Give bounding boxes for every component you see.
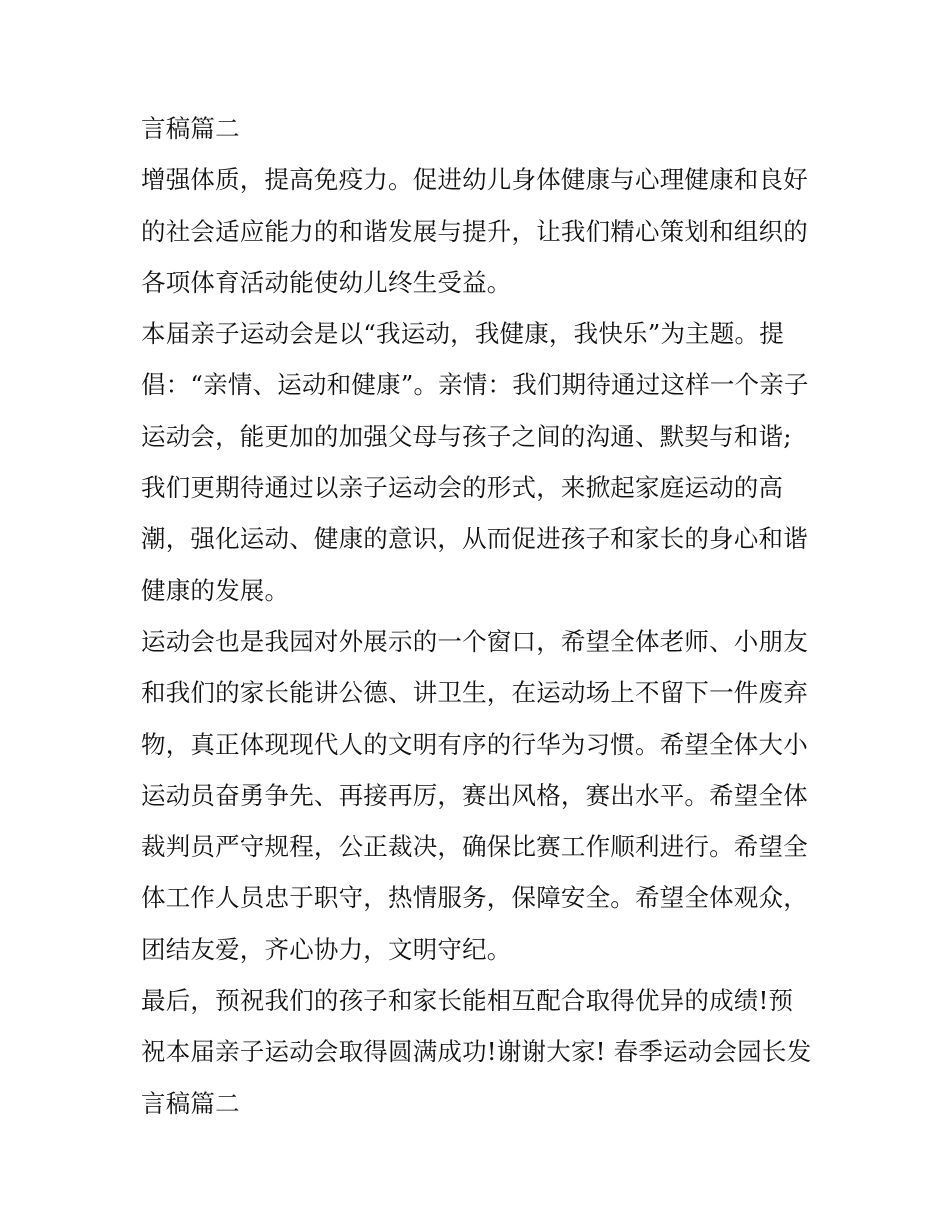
text-line: 团结友爱，齐心协力，文明守纪。 [141, 934, 512, 964]
text-line: 健康的发展。 [141, 575, 290, 605]
text-line: 裁判员严守规程，公正裁决，确保比赛工作顺利进行。希望全 [141, 832, 808, 862]
text-line: 祝本届亲子运动会取得圆满成功!谢谢大家! 春季运动会园长发 [141, 1037, 812, 1067]
document-body [141, 103, 821, 1129]
text-line: 我们更期待通过以亲子运动会的形式，来掀起家庭运动的高 [141, 473, 784, 503]
text-line: 物，真正体现现代人的文明有序的行华为习惯。希望全体大小 [141, 729, 808, 759]
text-line: 最后，预祝我们的孩子和家长能相互配合取得优异的成绩!预 [141, 986, 794, 1016]
text-line: 体工作人员忠于职守，热情服务，保障安全。希望全体观众， [141, 883, 808, 913]
text-line: 各项体育活动能使幼儿终生受益。 [141, 267, 512, 297]
text-line: 言稿篇二 [141, 1088, 240, 1118]
text-line: 潮，强化运动、健康的意识，从而促进孩子和家长的身心和谐 [141, 524, 808, 554]
text-line: 运动员奋勇争先、再接再厉，赛出风格，赛出水平。希望全体 [141, 780, 808, 810]
text-line: 增强体质，提高免疫力。促进幼儿身体健康与心理健康和良好 [141, 165, 808, 195]
text-line: 言稿篇二 [141, 114, 240, 143]
text-line: 倡：“亲情、运动和健康”。亲情：我们期待通过这样一个亲子 [141, 370, 809, 400]
text-line: 的社会适应能力的和谐发展与提升，让我们精心策划和组织的 [141, 216, 808, 246]
text-line: 本届亲子运动会是以“我运动，我健康，我快乐”为主题。提 [141, 319, 784, 349]
text-line: 运动会也是我园对外展示的一个窗口，希望全体老师、小朋友 [141, 626, 808, 656]
text-line: 和我们的家长能讲公德、讲卫生，在运动场上不留下一件废弃 [141, 678, 808, 708]
text-line: 运动会，能更加的加强父母与孩子之间的沟通、默契与和谐; [141, 421, 792, 451]
